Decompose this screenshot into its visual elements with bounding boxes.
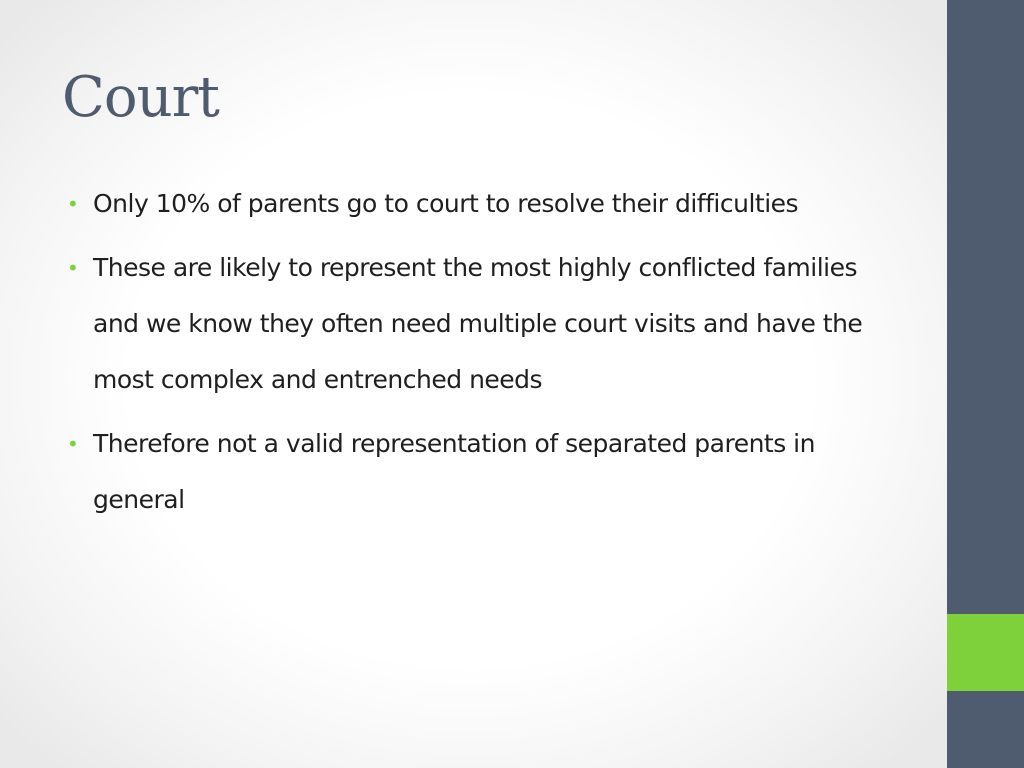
side-accent-block (947, 614, 1024, 691)
bullet-item (67, 416, 893, 528)
bullet-item (67, 240, 893, 408)
bullet-dot-icon: • (67, 256, 79, 280)
bullet-text: Only 10% of parents go to court to resolve their difficulties (93, 189, 799, 218)
bullet-dot-icon: • (67, 192, 79, 216)
bullet-list (67, 176, 893, 536)
bullet-dot-icon: • (67, 432, 79, 456)
slide-title: Court (62, 65, 219, 130)
bullet-item (67, 176, 893, 232)
bullet-text: These are likely to represent the most highly conflicted families and we know they often need multiple court visits and have the most complex and entrenched needs (93, 253, 863, 394)
bullet-text: Therefore not a valid representation of separated parents in general (93, 429, 815, 514)
